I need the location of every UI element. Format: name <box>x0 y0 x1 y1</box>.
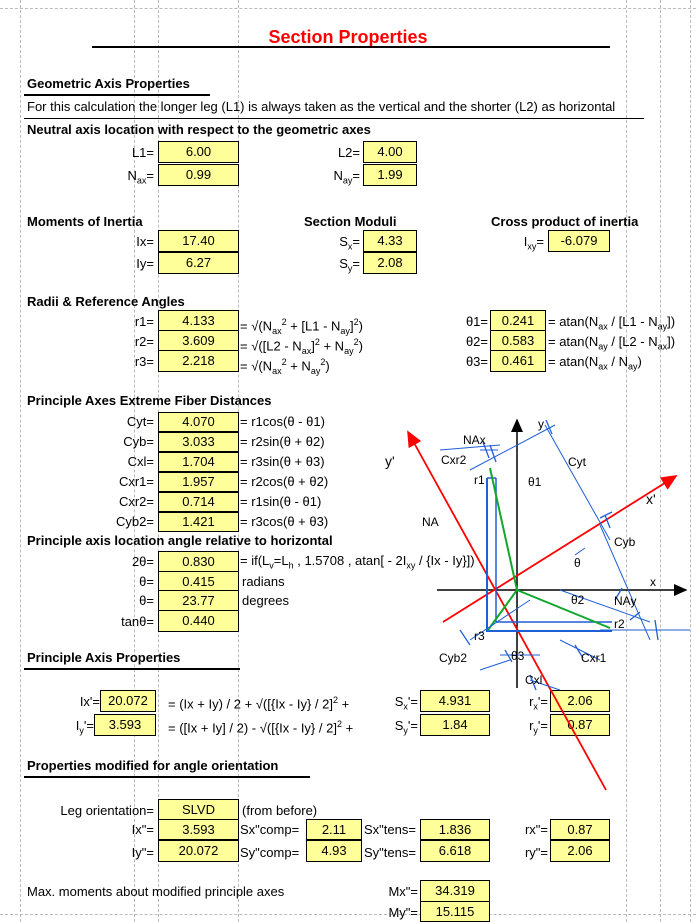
r2-cell[interactable]: 3.609 <box>158 330 239 352</box>
theta-rad-cell[interactable]: 0.415 <box>158 571 239 592</box>
Syp-label: $S_y'=$ <box>394 718 418 736</box>
xp-axis <box>443 476 676 622</box>
r1-cell[interactable]: 4.133 <box>158 310 239 332</box>
Sy-label: $S_y=$ <box>339 256 360 274</box>
Cxr1-label: Cxr1 <box>581 651 607 665</box>
theta-rad-label: θ= <box>139 574 154 589</box>
r1-label: r1= <box>134 314 154 329</box>
Sxc-label: Sx"comp= <box>240 822 300 837</box>
tan-label: tanθ= <box>121 614 154 629</box>
fiber-cell[interactable]: 1.704 <box>158 452 239 472</box>
Iypp-cell[interactable]: 20.072 <box>158 840 239 862</box>
two-theta-cell[interactable]: 0.830 <box>158 551 239 572</box>
fiber-label: Cyb= <box>123 434 154 449</box>
Ixp-label: Ix'= <box>79 694 100 709</box>
Syt-cell[interactable]: 6.618 <box>420 840 490 862</box>
Ix-label: Ix= <box>136 234 154 249</box>
fiber-formula: = r2sin(θ + θ2) <box>240 434 325 449</box>
Mx-label: Mx"= <box>388 884 418 899</box>
Cyb-label: Cyb <box>614 535 636 549</box>
na-heading: Neutral axis location with respect to the geometric axes <box>27 122 371 137</box>
fiber-heading: Principle Axes Extreme Fiber Distances <box>27 393 272 408</box>
rx-cell[interactable]: 0.87 <box>550 819 610 840</box>
max-moments-label: Max. moments about modified principle axes <box>27 884 285 899</box>
Ixy-cell[interactable]: -6.079 <box>548 230 610 252</box>
moduli-heading: Section Moduli <box>304 214 397 229</box>
Sxp-cell[interactable]: 4.931 <box>420 690 490 712</box>
theta2-label: θ2 <box>571 593 585 607</box>
fiber-cell[interactable]: 4.070 <box>158 412 239 432</box>
Nax-label: $N_{ax}=$ <box>127 168 154 186</box>
Iyp-formula: = ([Ix + Iy] / 2) - √([{Ix - Iy} / 2]$^2$ + <box>168 719 354 736</box>
rx-label: rx"= <box>524 822 548 837</box>
two-theta-label: 2θ= <box>131 554 154 569</box>
tan-cell[interactable]: 0.440 <box>158 610 239 632</box>
ry-label: ry"= <box>524 845 548 860</box>
theta-deg-label: θ= <box>139 593 154 608</box>
yp-axis <box>408 432 606 790</box>
r3-label: r3 <box>474 629 485 643</box>
theta-label: θ <box>574 556 581 570</box>
geo-heading: Geometric Axis Properties <box>27 76 190 91</box>
moments-heading: Moments of Inertia <box>27 214 143 229</box>
L2-cell[interactable]: 4.00 <box>363 141 417 163</box>
theta1-label: θ1 <box>528 475 542 489</box>
fiber-cell[interactable]: 3.033 <box>158 432 239 452</box>
modified-heading: Properties modified for angle orientation <box>27 758 279 773</box>
fiber-formula: = r2cos(θ + θ2) <box>240 474 329 489</box>
Syt-label: Sy"tens= <box>364 845 416 860</box>
leg-note: (from before) <box>242 803 318 818</box>
theta1-cell[interactable]: 0.241 <box>490 310 546 332</box>
Cyb2-label: Cyb2 <box>439 651 468 665</box>
r2-formula: = $√([L2 - N_{ax}]^2 + N_{ay}^2)$ <box>240 337 363 356</box>
fiber-label: Cxr1= <box>118 474 154 489</box>
leg-cell[interactable]: SLVD <box>158 799 239 820</box>
L1-cell[interactable]: 6.00 <box>158 141 239 163</box>
two-theta-formula: = $if(L_v=L_h$ , 1.5708 , $atan[ - 2I_{xy} / \{Ix - Iy\}]$) <box>240 553 475 571</box>
fiber-label: Cyb2= <box>116 514 154 529</box>
Cxl-label: Cxl <box>525 673 543 687</box>
Cyt-label: Cyt <box>568 455 586 469</box>
Ixpp-cell[interactable]: 3.593 <box>158 819 239 840</box>
leg-label: Leg orientation= <box>60 803 154 818</box>
fiber-cell[interactable]: 1.421 <box>158 512 239 532</box>
fiber-formula: = r3sin(θ + θ3) <box>240 454 325 469</box>
Ix-cell[interactable]: 17.40 <box>158 230 239 252</box>
geo-note: For this calculation the longer leg (L1) is always taken as the vertical and the shorter (L2) as horizontal <box>27 99 616 114</box>
Nay-label: $N_{ay}=$ <box>333 168 360 186</box>
principal-heading: Principle Axis Properties <box>27 650 181 665</box>
theta-deg-cell[interactable]: 23.77 <box>158 590 239 611</box>
theta-rad-unit: radians <box>242 574 285 589</box>
My-cell[interactable]: 15.115 <box>420 901 490 922</box>
r2-label: r2 <box>614 617 625 631</box>
fiber-label: Cxr2= <box>118 494 154 509</box>
Sxt-cell[interactable]: 1.836 <box>420 819 490 840</box>
fiber-formula: = r3cos(θ + θ3) <box>240 514 329 529</box>
tick-marks <box>460 420 658 690</box>
Syp-cell[interactable]: 1.84 <box>420 714 490 736</box>
page-title: Section Properties <box>268 27 428 47</box>
Iyp-label: $I_y'=$ <box>75 718 94 736</box>
r3-formula: = $√(N_{ax}^2 + N_{ay}^2)$ <box>240 357 330 376</box>
y-label: y <box>538 417 544 431</box>
Ixp-cell[interactable]: 20.072 <box>100 690 156 712</box>
ry-cell[interactable]: 2.06 <box>550 840 610 862</box>
Mx-cell[interactable]: 34.319 <box>420 880 490 902</box>
xp-label: x' <box>646 491 656 507</box>
fiber-cell[interactable]: 0.714 <box>158 492 239 512</box>
r1-formula: = $√(N_{ax}^2 + [L1 - N_{ay}]^2)$ <box>240 317 363 336</box>
rxp-cell[interactable]: 2.06 <box>550 690 610 712</box>
NAy-label: NAy <box>614 594 637 608</box>
Ixy-label: $I_{xy}=$ <box>523 234 544 252</box>
theta3-label: θ3= <box>465 354 488 369</box>
r1-line <box>490 468 517 590</box>
theta1-label: θ1= <box>465 314 488 329</box>
Iypp-label: Iy"= <box>131 845 154 860</box>
theta3-formula: = $atan(N_{ax} / N_{ay})$ <box>548 354 642 372</box>
theta1-formula: = $atan(N_{ax} / [L1 - N_{ay}])$ <box>548 314 676 332</box>
L1-label: L1= <box>131 145 154 160</box>
x-label: x <box>650 575 656 589</box>
fiber-formula: = r1sin(θ - θ1) <box>240 494 322 509</box>
rxp-label: $r_x'=$ <box>529 694 548 712</box>
r3-cell[interactable]: 2.218 <box>158 350 239 372</box>
theta2-label: θ2= <box>465 334 488 349</box>
Sxp-label: $S_x'=$ <box>394 694 418 712</box>
r1-label: r1 <box>474 473 485 487</box>
Sx-label: $S_x=$ <box>339 234 360 252</box>
radii-heading: Radii & Reference Angles <box>27 294 185 309</box>
r3-label: r3= <box>134 354 154 369</box>
Sx-cell[interactable]: 4.33 <box>363 230 417 252</box>
Nay-cell[interactable]: 1.99 <box>363 164 417 186</box>
theta2-cell[interactable]: 0.583 <box>490 330 546 352</box>
NAx-label: NAx <box>463 433 486 447</box>
Nax-cell[interactable]: 0.99 <box>158 164 239 186</box>
Sy-cell[interactable]: 2.08 <box>363 252 417 274</box>
fiber-formula: = r1cos(θ - θ1) <box>240 414 325 429</box>
Sxc-cell[interactable]: 2.11 <box>306 819 362 840</box>
Cxr2-label: Cxr2 <box>441 453 467 467</box>
r3-line <box>488 590 517 630</box>
Ixpp-label: Ix"= <box>131 822 154 837</box>
fiber-label: Cyt= <box>126 414 154 429</box>
Syc-label: Sy"comp= <box>240 845 300 860</box>
theta3-cell[interactable]: 0.461 <box>490 350 546 372</box>
L2-label: L2= <box>337 145 360 160</box>
yp-label: y' <box>385 453 395 469</box>
ryp-cell[interactable]: 0.87 <box>550 714 610 736</box>
angle-heading: Principle axis location angle relative to horizontal <box>27 533 333 548</box>
r2-label: r2= <box>134 334 154 349</box>
NA-label: NA <box>422 515 439 529</box>
Iyp-cell[interactable]: 3.593 <box>94 714 156 736</box>
Sxt-label: Sx"tens= <box>364 822 416 837</box>
ryp-label: $r_y'=$ <box>529 718 548 736</box>
theta2-formula: = $atan(N_{ay} / [L2 - N_{ax}])$ <box>548 334 676 352</box>
Ixp-formula: = (Ix + Iy) / 2 + √([{Ix - Iy} / 2]$^2$ + <box>168 695 350 712</box>
Iy-label: Iy= <box>136 256 154 271</box>
My-label: My"= <box>388 905 418 920</box>
cross-heading: Cross product of inertia <box>491 214 639 229</box>
Iy-cell[interactable]: 6.27 <box>158 252 239 274</box>
theta-deg-unit: degrees <box>242 593 289 608</box>
Syc-cell[interactable]: 4.93 <box>306 840 362 862</box>
fiber-cell[interactable]: 1.957 <box>158 472 239 492</box>
theta3-label: θ3 <box>511 649 525 663</box>
fiber-label: Cxl= <box>127 454 154 469</box>
